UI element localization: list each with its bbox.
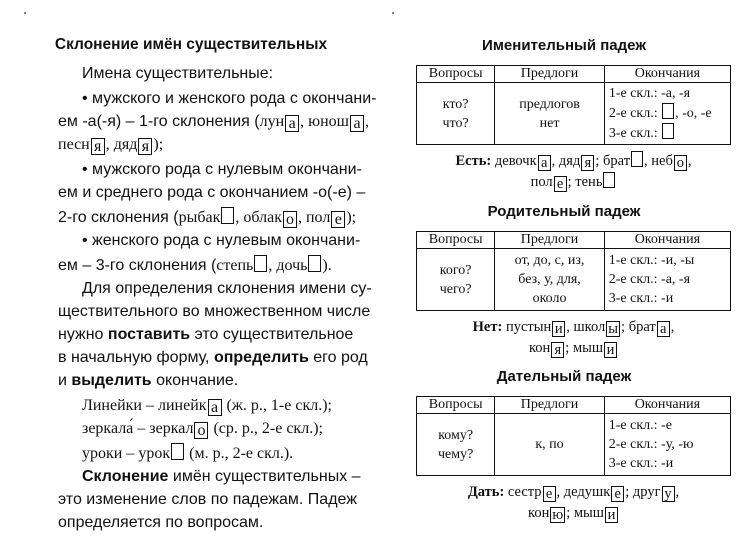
ending-box: а <box>657 321 670 337</box>
dative-table <box>416 396 731 476</box>
ending-box: а <box>350 115 364 132</box>
empty-ending-box <box>171 443 184 460</box>
questions-cell: кого? чего? <box>417 249 495 311</box>
empty-ending-box <box>308 255 321 272</box>
item2-line1: • мужского рода с нулевым окончани- <box>82 161 362 178</box>
ending-box: и <box>604 342 617 358</box>
definition-line1: Склонение имён существительных – <box>82 468 361 485</box>
ending-box: и <box>605 507 618 523</box>
intro-text: Имена существительные: <box>82 65 274 82</box>
prepositions-cell: предлогов нет <box>495 83 605 145</box>
ending-box: я <box>138 138 152 155</box>
para2-line4: в начальную форму, определить его род <box>58 349 368 366</box>
ending-box: о <box>283 211 297 228</box>
item2-line3: 2-го склонения (рыбак , облак о , пол е ); <box>58 209 357 228</box>
header-prepositions: Предлоги <box>495 232 604 249</box>
ending-box: а <box>208 399 222 416</box>
header-prepositions: Предлоги <box>495 66 605 83</box>
example-3: уроки – урок (м. р., 2-е скл.). <box>82 445 294 462</box>
genitive-title: Родительный падеж <box>487 203 641 220</box>
item2-line2: ем и среднего рода с окончанием -о(-е) – <box>58 184 366 201</box>
nominative-table <box>416 65 731 145</box>
header-endings: Окончания <box>604 66 730 83</box>
ending-box: я <box>91 138 105 155</box>
para2-line1: Для определения склонения имени су- <box>82 280 372 297</box>
prepositions-cell: к, по <box>495 414 604 476</box>
ending-box: е <box>543 486 556 502</box>
definition-line2: это изменение слов по падежам. Падеж <box>58 491 357 508</box>
ending-box: а <box>538 155 551 171</box>
ending-box: и <box>552 321 565 337</box>
ending-box: е <box>611 486 624 502</box>
empty-ending-box <box>662 123 674 139</box>
endings-cell: 1-е скл.: -и, -ы 2-е скл.: -а, -я 3-е скл.: -и <box>604 249 730 311</box>
dative-examples: Дать: сестр е , дедушк е ; друг у , кон ю ; мыш и <box>467 484 680 523</box>
genitive-examples: Нет: пустын и , школ ы ; брат а , кон я ; мыш и <box>472 319 675 358</box>
page-speck <box>392 12 394 14</box>
item1-line2: ем -а(-я) – 1-го склонения (лун а , юнош а , <box>58 113 369 132</box>
genitive-table <box>416 231 731 311</box>
header-endings: Окончания <box>604 397 730 414</box>
questions-cell: кому? чему? <box>417 414 495 476</box>
definition-line3: определяется по вопросам. <box>58 514 264 531</box>
nominative-examples: Есть: девочк а , дяд я ; брат , неб о , пол е ; тень <box>455 153 692 192</box>
questions-cell: кто? что? <box>417 83 495 145</box>
ending-box: ы <box>608 321 619 337</box>
item1-line3: песн я , дяд я ); <box>58 136 164 155</box>
ending-box: о <box>194 422 208 439</box>
header-questions: Вопросы <box>417 66 495 83</box>
endings-cell: 1-е скл.: -е 2-е скл.: -у, -ю 3-е скл.: -и <box>604 414 730 476</box>
header-questions: Вопросы <box>417 232 495 249</box>
header-prepositions: Предлоги <box>495 397 604 414</box>
example-1: Линейки – линейк а (ж. р., 1-е скл.); <box>82 397 332 416</box>
endings-cell: 1-е скл.: -а, -я 2-е скл.: , -о, -е 3-е скл.: <box>604 83 730 145</box>
ending-box: я <box>551 342 564 358</box>
item3-line2: ем – 3-го склонения (степь , дочь ). <box>58 257 332 274</box>
empty-ending-box <box>662 103 674 119</box>
example-2: зеркала́ – зеркал о (ср. р., 2-е скл.); <box>82 420 323 439</box>
ending-box: е <box>554 176 567 192</box>
empty-ending-box <box>631 151 643 167</box>
ending-box: е <box>331 211 345 228</box>
ending-box: я <box>581 155 594 171</box>
empty-ending-box <box>603 172 615 188</box>
para2-line3: нужно поставить это существительное <box>58 326 354 343</box>
ending-box: а <box>285 115 299 132</box>
ending-box: ю <box>552 507 564 523</box>
page-title: Склонение имён существительных <box>54 36 328 53</box>
ending-box: о <box>674 155 687 171</box>
ending-box: у <box>662 486 675 502</box>
nominative-title: Именительный падеж <box>482 37 646 54</box>
header-endings: Окончания <box>604 232 730 249</box>
dative-title: Дательный падеж <box>496 368 632 385</box>
empty-ending-box <box>221 207 234 224</box>
header-questions: Вопросы <box>417 397 495 414</box>
item3-line1: • женского рода с нулевым окончани- <box>82 232 361 249</box>
prepositions-cell: от, до, с, из, без, у, для, около <box>495 249 604 311</box>
para2-line2: ществительного во множественном числе <box>58 303 371 320</box>
para2-line5: и выделить окончание. <box>58 372 239 389</box>
empty-ending-box <box>254 255 267 272</box>
item1-line1: • мужского и женского рода с окончани- <box>82 90 377 107</box>
